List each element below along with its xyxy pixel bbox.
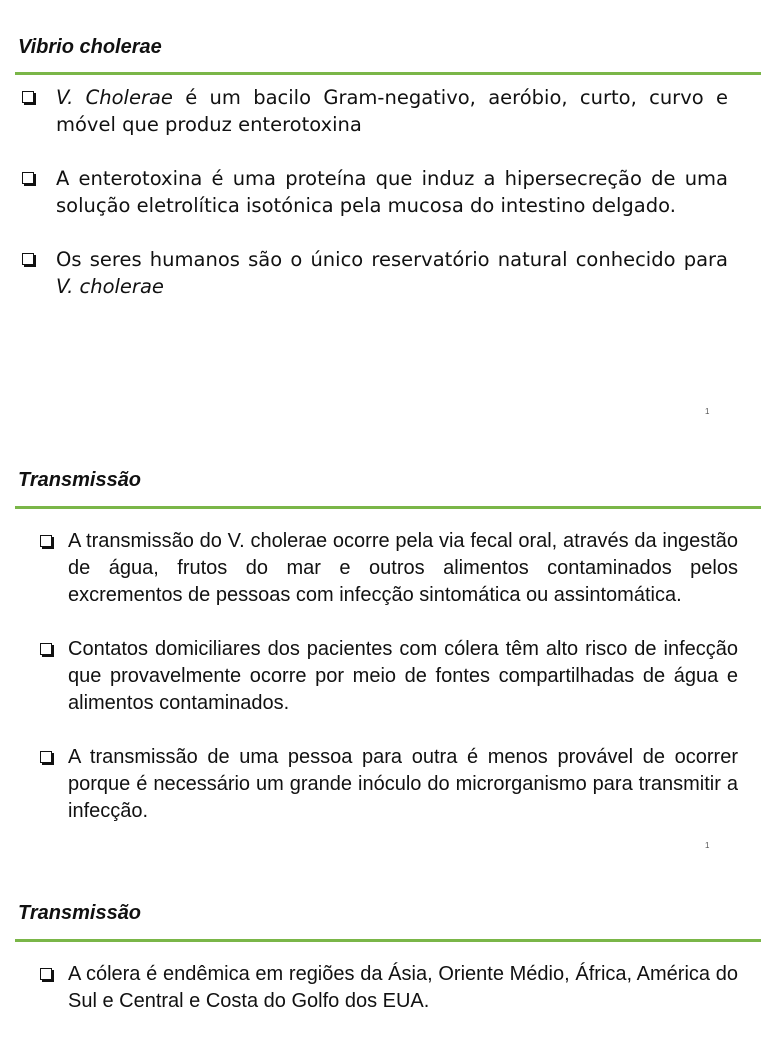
bullet-text: A transmissão do V. cholerae ocorre pela via fecal oral, através da ingestão de água, frutos do mar e outros alimentos contaminados pelos excrementos de pessoas com infecção sintomática ou assintomática.	[68, 530, 738, 606]
bullet-text: Contatos domiciliares dos pacientes com cólera têm alto risco de infecção que provavelmente ocorre por meio de fontes compartilhadas de água e alimentos contaminados.	[68, 638, 738, 714]
slide-title: Transmissão	[18, 902, 142, 924]
bullet-italic-text: V. cholerae	[56, 275, 164, 298]
bullet-list	[40, 961, 738, 1042]
page-number: 1	[705, 407, 710, 416]
bullet-text: A transmissão de uma pessoa para outra é menos provável de ocorrer porque é necessário um grande inóculo do microrganismo para transmitir a infecção.	[68, 746, 738, 822]
slide-title: Vibrio cholerae	[18, 36, 162, 58]
bullet-text: A enterotoxina é uma proteína que induz a hipersecreção de uma solução eletrolítica isotónica pela mucosa do intestino delgado.	[56, 167, 728, 217]
checkbox-bullet-icon	[40, 968, 52, 980]
bullet-italic-text: V. Cholerae	[56, 86, 173, 109]
bullet-item	[40, 961, 738, 1015]
slide-title: Transmissão	[18, 469, 142, 491]
bullet-text: é um bacilo Gram-negativo, aeróbio, curto, curvo e móvel que produz enterotoxina	[56, 86, 728, 136]
bullet-text: Os seres humanos são o único reservatório natural conhecido para	[56, 248, 728, 271]
page-number: 1	[705, 841, 710, 850]
bullet-text: A cólera é endêmica em regiões da Ásia, Oriente Médio, África, América do Sul e Central e Costa do Golfo dos EUA.	[68, 963, 738, 1012]
title-divider	[15, 939, 761, 942]
